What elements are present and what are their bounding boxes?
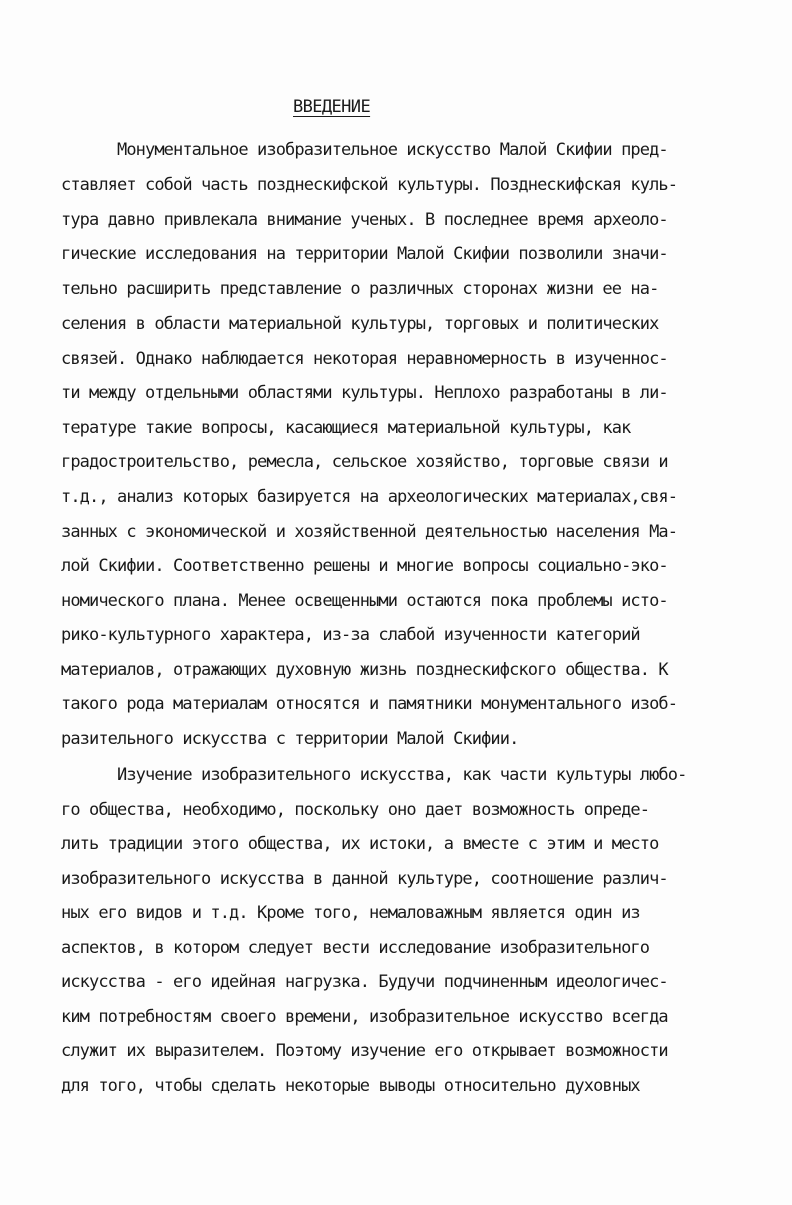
text-line: тура давно привлекала внимание ученых. В последнее время археоло- <box>61 210 668 230</box>
text-line: Монументальное изобразительное искусство Малой Скифии пред- <box>117 140 668 160</box>
text-line: ставляет собой часть позднескифской культуры. Позднескифская куль- <box>61 175 678 195</box>
text-line: изобразительного искусства в данной культуре, соотношение различ- <box>61 869 668 889</box>
text-line: материалов, отражающих духовную жизнь позднескифского общества. К <box>61 660 668 680</box>
text-line: связей. Однако наблюдается некоторая неравномерность в изученнос- <box>61 349 668 369</box>
text-line: лить традиции этого общества, их истоки, а вместе с этим и место <box>61 834 659 854</box>
text-line: т.д., анализ которых базируется на археологических материалах,свя- <box>61 487 678 507</box>
text-line: такого рода материалам относятся и памятники монументального изоб- <box>61 694 678 714</box>
text-line: для того, чтобы сделать некоторые выводы относительно духовных <box>61 1076 640 1096</box>
text-line: гические исследования на территории Малой Скифии позволили значи- <box>61 244 668 264</box>
text-line: ных его видов и т.д. Кроме того, немаловажным является один из <box>61 903 640 923</box>
text-line: занных с экономической и хозяйственной деятельностью населения Ма- <box>61 522 678 542</box>
text-line: искусства - его идейная нагрузка. Будучи подчиненным идеологичес- <box>61 972 668 992</box>
text-line: тельно расширить представление о различных сторонах жизни ее на- <box>61 279 659 299</box>
text-line: аспектов, в котором следует вести исследование изобразительного <box>61 938 650 958</box>
text-line: номического плана. Менее освещенными остаются пока проблемы исто- <box>61 591 668 611</box>
text-line: разительного искусства с территории Малой Скифии. <box>61 729 519 749</box>
text-line: ти между отдельными областями культуры. Неплохо разработаны в ли- <box>61 383 668 403</box>
text-line: рико-культурного характера, из-за слабой изученности категорий <box>61 625 640 645</box>
text-line: Изучение изобразительного искусства, как части культуры любо- <box>117 765 687 785</box>
text-line: служит их выразителем. Поэтому изучение его открывает возможности <box>61 1041 668 1061</box>
text-line: лой Скифии. Соответственно решены и многие вопросы социально-эко- <box>61 556 668 576</box>
text-line: го общества, необходимо, поскольку оно дает возможность опреде- <box>61 800 650 820</box>
text-line: селения в области материальной культуры, торговых и политических <box>61 314 659 334</box>
text-line: тературе такие вопросы, касающиеся материальной культуры, как <box>61 418 631 438</box>
text-line: градостроительство, ремесла, сельское хозяйство, торговые связи и <box>61 452 668 472</box>
text-line: ким потребностям своего времени, изобразительное искусство всегда <box>61 1007 668 1027</box>
page-title: ВВЕДЕНИЕ <box>293 97 371 117</box>
